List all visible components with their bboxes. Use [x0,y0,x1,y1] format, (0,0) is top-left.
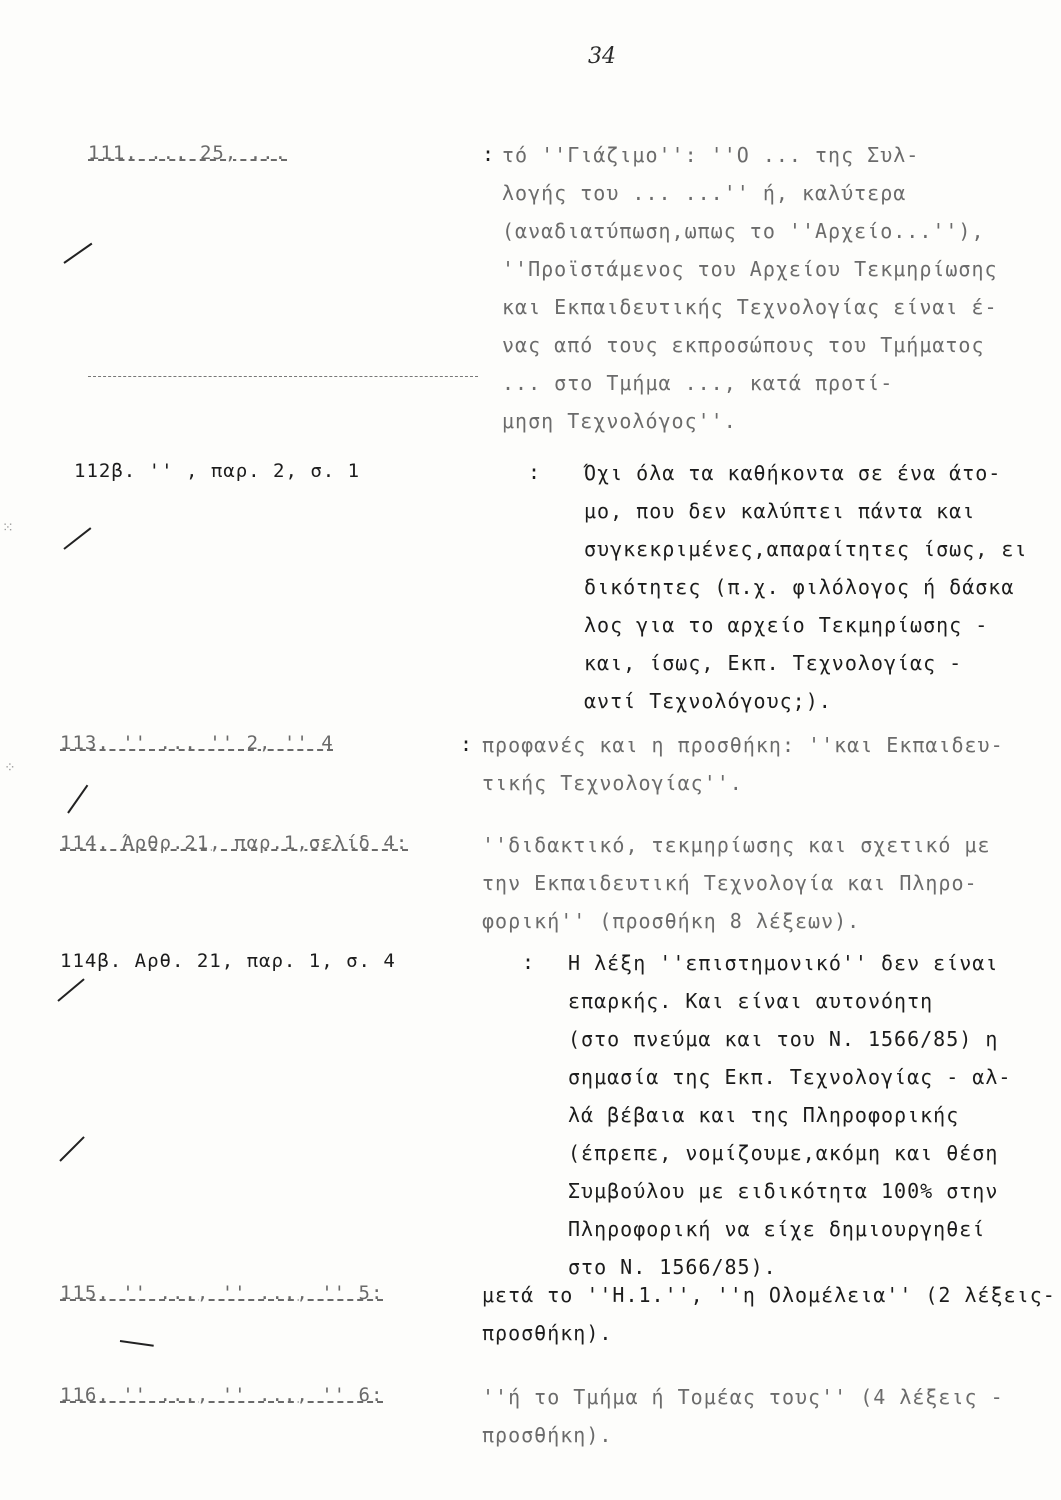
entry-reference: 116. '' ..., '' ..., '' 6: [60,1384,384,1406]
text-line: στο Ν. 1566/85). [568,1255,777,1279]
scan-speck: ⁘ [4,760,16,776]
text-line: (έπρεπε, νομίζουμε,ακόμη και θέση [568,1141,999,1165]
page-number: 34 [588,44,616,69]
text-line: προσθήκη). [482,1423,613,1447]
text-line: (αναδιατύπωση,ωπως το ''Αρχείο...''), [502,219,985,243]
text-line: ''διδακτικό, τεκμηρίωσης και σχετικό με [482,833,991,857]
entry-text [584,454,1054,720]
entry-text [482,1378,1057,1454]
margin-check-mark [63,527,91,550]
entry-text [482,826,1057,940]
dashed-margin-line [88,376,478,377]
entry-reference: 114. Άρθρ.21, παρ.1,σελίδ 4: [60,832,409,854]
text-line: δικότητες (π.χ. φιλόλογος ή δάσκα [584,575,1015,599]
text-line: τό ''Γιάζιμο'': ''Ο ... της Συλ- [502,143,920,167]
text-line: μηση Τεχνολόγος''. [502,409,737,433]
entry-reference: 111. ... 25, ... [88,142,288,164]
entry-text [568,944,1053,1286]
text-line: Η λέξη ''επιστημονικό'' δεν είναι [568,951,999,975]
text-line: λος για το αρχείο Τεκμηρίωσης - [584,613,989,637]
entry-text [502,136,1027,440]
text-line: λά βέβαια και της Πληροφορικής [568,1103,960,1127]
entry-text [482,1276,1057,1352]
entry-text [482,726,1057,802]
entry-colon: : [482,142,495,166]
text-line: και, ίσως, Εκπ. Τεχνολογίας - [584,651,963,675]
text-line: αντί Τεχνολόγους;). [584,689,832,713]
text-line: μο, που δεν καλύπτει πάντα και [584,499,976,523]
text-line: Πληροφορική να είχε δημιουργηθεί [568,1217,986,1241]
text-line: προφανές και η προσθήκη: ''και Εκπαιδευ- [482,733,1004,757]
text-line: ... στο Τμήμα ..., κατά προτί- [502,371,894,395]
margin-check-mark [59,1136,84,1161]
margin-check-mark [63,243,92,264]
entry-reference: 114β. Αρθ. 21, παρ. 1, σ. 4 [60,950,396,972]
text-line: συγκεκριμένες,απαραίτητες ίσως, ει [584,537,1028,561]
text-line: Συμβούλου με ειδικότητα 100% στην [568,1179,999,1203]
text-line: μετά το ''Η.1.'', ''η Ολομέλεια'' (2 λέξεις- [482,1283,1056,1307]
entry-reference: 113. '' ... '' 2, '' 4 [60,732,334,754]
text-line: επαρκής. Και είναι αυτονόητη [568,989,934,1013]
text-line: ''ή το Τμήμα ή Τομέας τους'' (4 λέξεις - [482,1385,1004,1409]
entry-reference: 115. '' ..., '' ..., '' 5: [60,1282,384,1304]
margin-check-mark [67,785,88,814]
text-line: φορική'' (προσθήκη 8 λέξεων). [482,909,861,933]
text-line: την Εκπαιδευτική Τεχνολογία και Πληρο- [482,871,978,895]
text-line: προσθήκη). [482,1321,613,1345]
text-line: και Εκπαιδευτικής Τεχνολογίας είναι έ- [502,295,998,319]
text-line: λογής του ... ...'' ή, καλύτερα [502,181,907,205]
entry-colon: : [522,950,535,974]
scan-speck: ⁙ [2,520,14,536]
text-line: τικής Τεχνολογίας''. [482,771,743,795]
entry-reference: 112β. '' , παρ. 2, σ. 1 [74,460,361,482]
text-line: (στο πνεύμα και του Ν. 1566/85) η [568,1027,999,1051]
margin-check-mark [57,978,84,1001]
text-line: νας από τους εκπροσώπους του Τμήματος [502,333,985,357]
text-line: ''Προϊστάμενος του Αρχείου Τεκμηρίωσης [502,257,998,281]
entry-colon: : [460,732,473,756]
entry-colon: : [528,460,541,484]
text-line: σημασία της Εκπ. Τεχνολογίας - αλ- [568,1065,1012,1089]
margin-check-mark [120,1340,154,1347]
text-line: Όχι όλα τα καθήκοντα σε ένα άτο- [584,461,1002,485]
